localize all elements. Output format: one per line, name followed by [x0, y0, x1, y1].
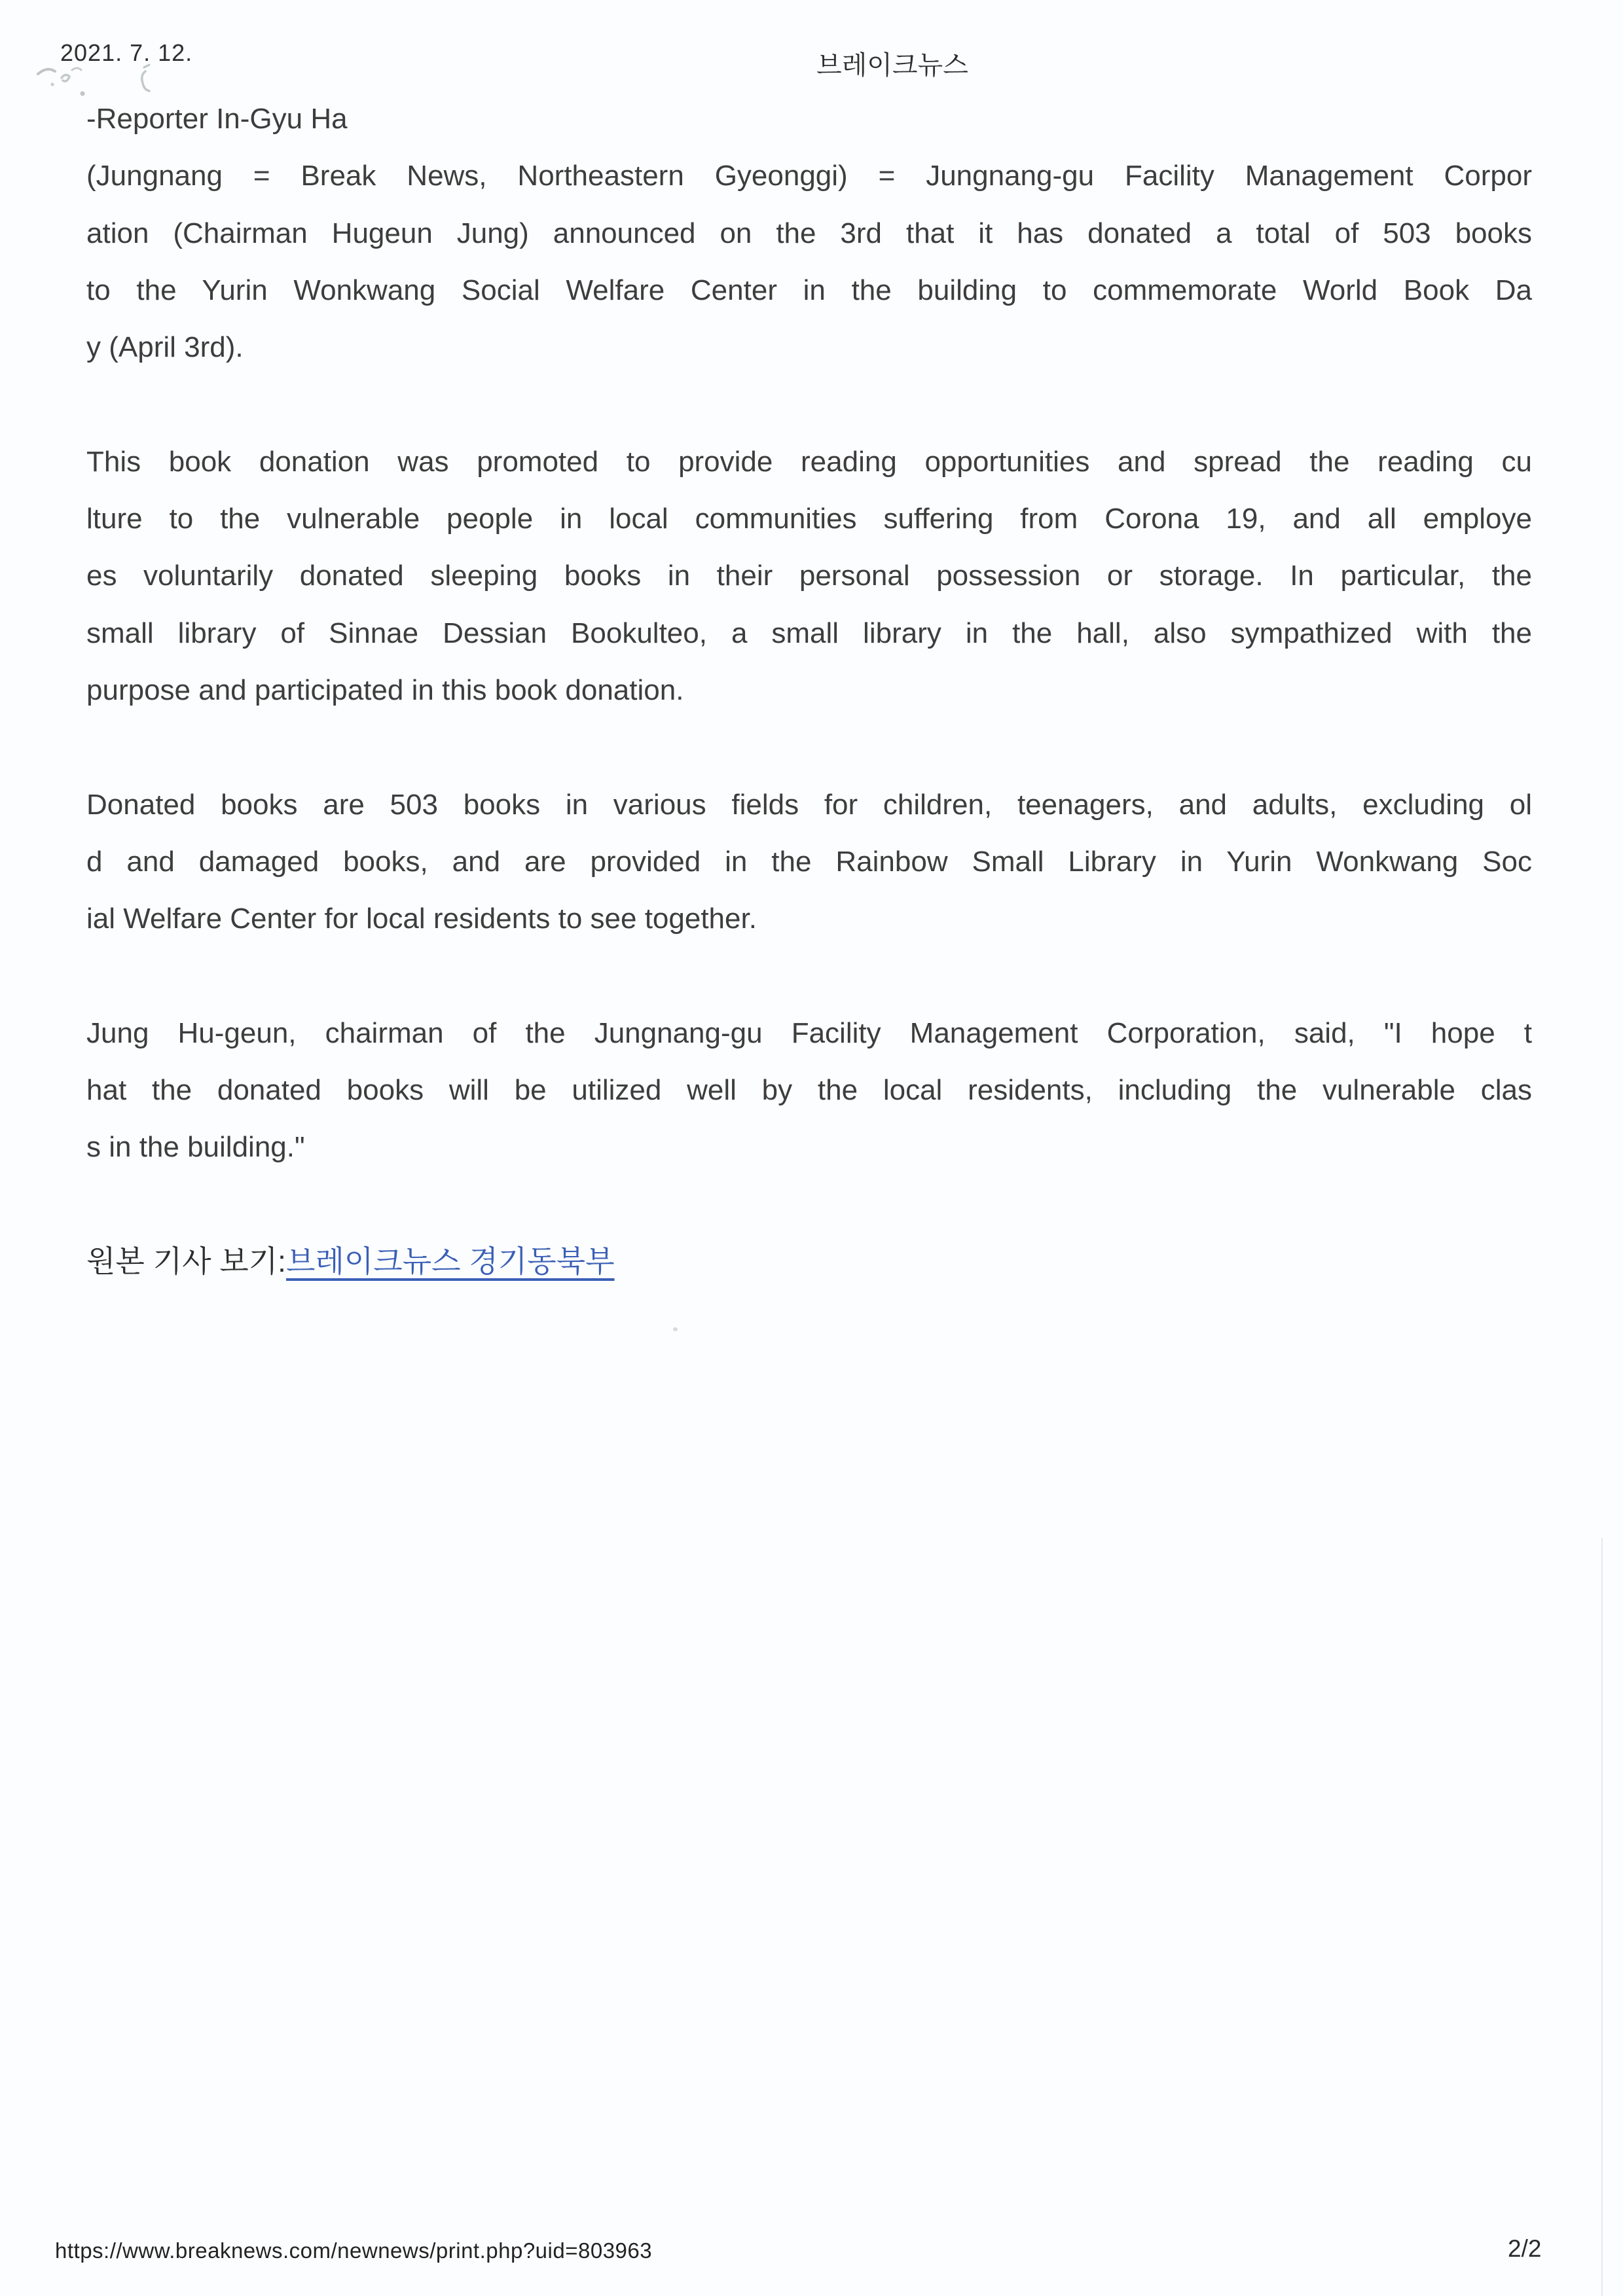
paragraph-line: purpose and participated in this book donation.	[86, 673, 684, 706]
paragraph	[86, 776, 1532, 948]
paragraph-line: Jung Hu-geun, chairman of the Jungnang-gu Facility Management Corporation, said, "I hope t	[86, 1016, 1532, 1049]
page-number: 2/2	[1508, 2235, 1542, 2262]
paragraph-line: This book donation was promoted to provide reading opportunities and spread the reading cu	[86, 445, 1532, 478]
paragraph-line: hat the donated books will be utilized well by the local residents, including the vulnerable clas	[86, 1074, 1532, 1107]
reporter-byline: -Reporter In-Gyu Ha	[86, 103, 348, 135]
site-title: 브레이크뉴스	[816, 51, 968, 80]
paragraph-line: (Jungnang = Break News, Northeastern Gyeonggi) = Jungnang-gu Facility Management Corpor	[86, 160, 1532, 192]
paragraph-line: small library of Sinnae Dessian Bookulteo, a small library in the hall, also sympathized with the	[86, 617, 1532, 649]
article-paragraphs	[86, 147, 1532, 1175]
paragraph	[86, 147, 1532, 376]
footer-url: https://www.breaknews.com/newnews/print.php?uid=803963	[55, 2238, 653, 2263]
source-line	[86, 1233, 1532, 1290]
source-label: 원본 기사 보기:	[86, 1244, 286, 1278]
paragraph	[86, 1005, 1532, 1176]
paragraph-line: ial Welfare Center for local residents to see together.	[86, 903, 757, 935]
source-link[interactable]: 브레이크뉴스 경기동북부	[285, 1244, 615, 1278]
paragraph	[86, 433, 1532, 719]
print-date: 2021. 7. 12.	[60, 39, 193, 66]
paragraph-line: to the Yurin Wonkwang Social Welfare Center in the building to commemorate World Book Da	[86, 274, 1532, 306]
paragraph-line: ation (Chairman Hugeun Jung) announced on the 3rd that it has donated a total of 503 books	[86, 217, 1532, 249]
paragraph-line: Donated books are 503 books in various fields for children, teenagers, and adults, excluding ol	[86, 788, 1532, 821]
paragraph-line: lture to the vulnerable people in local communities suffering from Corona 19, and all employe	[86, 503, 1532, 535]
paragraph-line: s in the building."	[86, 1131, 305, 1164]
paragraph-line: es voluntarily donated sleeping books in their personal possession or storage. In particular, the	[86, 560, 1532, 592]
paragraph-line: d and damaged books, and are provided in the Rainbow Small Library in Yurin Wonkwang Soc	[86, 845, 1532, 878]
scan-speck-artifact	[673, 1327, 678, 1331]
scan-edge-line-artifact	[1601, 1538, 1603, 2296]
article-body	[86, 90, 1532, 1290]
paragraph-line: y (April 3rd).	[86, 331, 244, 364]
